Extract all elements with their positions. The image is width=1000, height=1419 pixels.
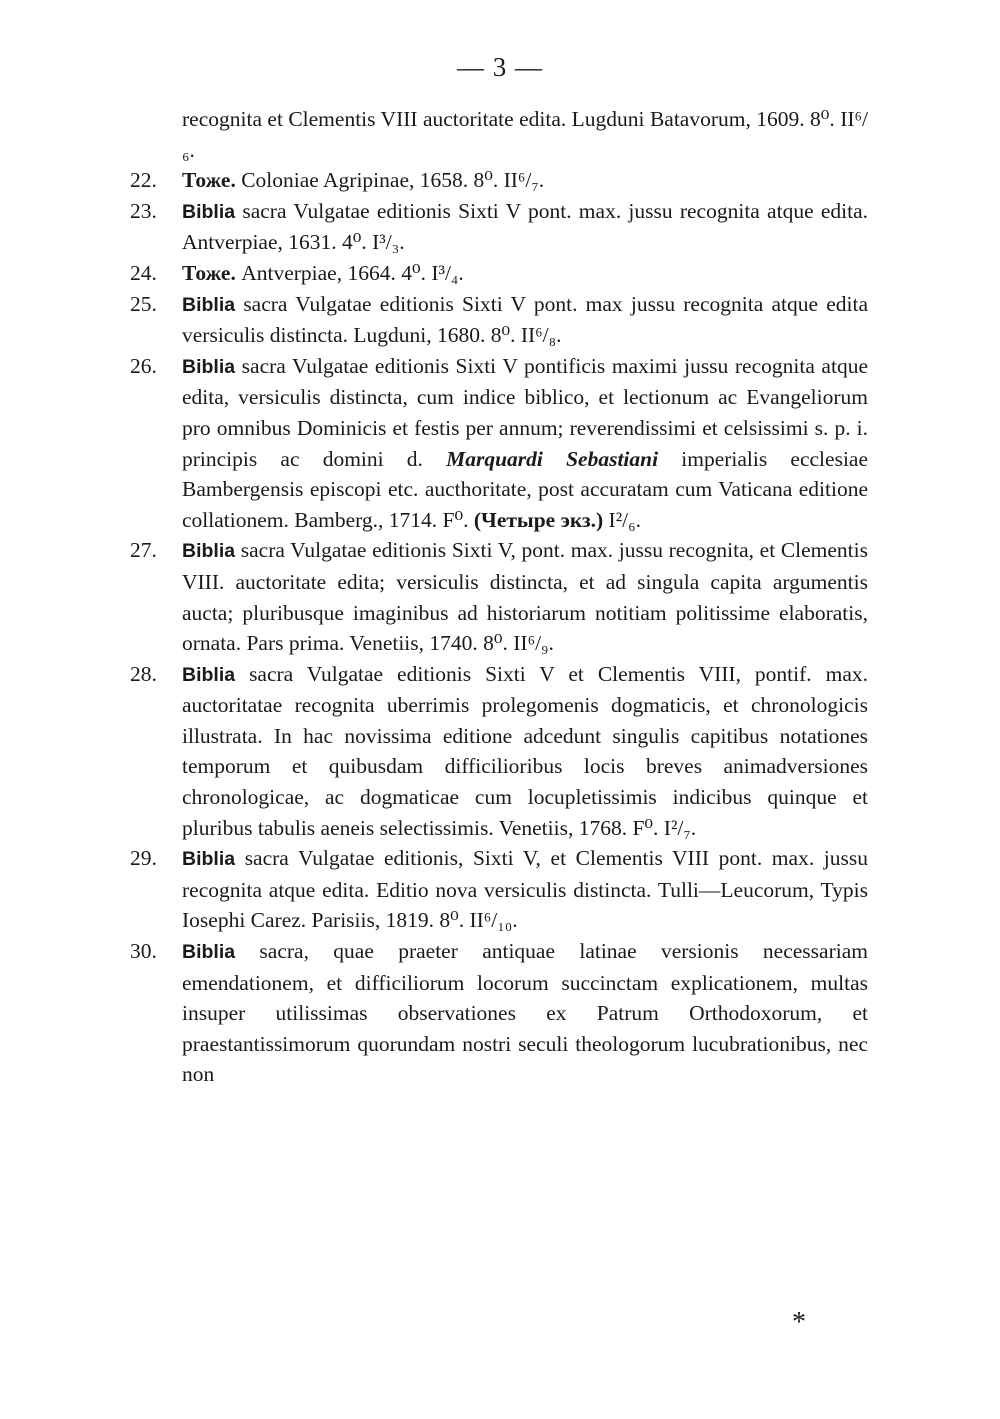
entry-text: Antverpiae, 1664. 4⁰. I³/₄.	[241, 260, 464, 285]
entry-26	[130, 351, 868, 536]
entry-30	[130, 936, 868, 1090]
entry-text: sacra Vulgatae editionis, Sixti V, et Clementis VIII pont. max. jussu recognita atque edita. Editio nova versiculis distincta. Tulli—Leucorum, Typis Iosephi Carez. Parisiis, 1819. 8⁰. II⁶/₁₀.	[182, 846, 869, 933]
entry-keyword: Biblia	[182, 293, 236, 316]
entry-text: sacra, quae praeter antiquae latinae versionis necessariam emendationem, et difficiliorum locorum succinctam explicationem, multas insuper utilissimas observationes ex Patrum Orthodoxorum, et praestantissimorum quorundam nostri seculi theologorum lucubrationibus, nec non	[182, 939, 868, 1087]
entry-number: 24.	[130, 260, 157, 285]
signature-mark: *	[792, 1307, 806, 1338]
entry-23	[130, 196, 868, 258]
entry-keyword: Biblia	[182, 540, 236, 563]
entry-25	[130, 289, 868, 351]
entry-text: sacra Vulgatae editionis Sixti V pontificis maximi jussu recognita atque edita, versiculis distincta, cum indice biblico, et lectionum ac Evangeliorum pro omnibus Dominicis et festis per annum; reverendissimi et celsissimi s. p. i. principis ac domini d.	[182, 353, 868, 471]
catalog-body	[130, 104, 868, 1090]
entry-28	[130, 659, 868, 844]
entry-27	[130, 535, 868, 658]
entry-italic-name: Marquardi Sebastiani	[446, 446, 659, 471]
entry-keyword: Biblia	[182, 355, 236, 378]
entry-number: 30.	[130, 939, 157, 964]
entry-keyword: Тоже.	[182, 168, 236, 193]
entry-number: 25.	[130, 291, 157, 316]
entry-22	[130, 165, 868, 196]
entry-keyword: Biblia	[182, 848, 236, 871]
entry-text-continued: imperialis ecclesiae Bambergensis episcopi etc. aucthoritate, post accuratam cum Vaticana editione collationem. Bamberg., 1714. F⁰.	[182, 446, 868, 532]
entry-number: 27.	[130, 538, 157, 563]
entry-text: Coloniae Agripinae, 1658. 8⁰. II⁶/₇.	[241, 168, 545, 193]
page-number: — 3 —	[457, 52, 543, 82]
entry-number: 23.	[130, 198, 157, 223]
entry-number: 28.	[130, 661, 157, 686]
entry-keyword: Тоже.	[182, 260, 236, 285]
entry-keyword: Biblia	[182, 941, 236, 964]
entry-text: sacra Vulgatae editionis Sixti V pont. max jussu recognita atque edita versiculis distincta. Lugduni, 1680. 8⁰. II⁶/₈.	[182, 291, 869, 348]
entry-number: 26.	[130, 353, 157, 378]
entry-number: 29.	[130, 846, 157, 871]
entry-keyword: Biblia	[182, 200, 236, 223]
entry-text: sacra Vulgatae editionis Sixti V et Clementis VIII, pontif. max. auctoritatae recognita uberrimis prolegomenis dogmaticis, et chronologicis illustrata. In hac novissima editione adcedunt singulis capitibus notationes temporum et quibusdam difficilioribus locis breves animadversiones chronologicae, ac dogmaticae cum locupletissimis indicibus quinque et pluribus tabulis aeneis selectissimis. Venetiis, 1768. F⁰. I²/₇.	[182, 661, 869, 840]
entry-text: sacra Vulgatae editionis Sixti V, pont. max. jussu recognita, et Clementis VIII. auctoritate edita; versiculis distincta, et ad singula capita argumentis aucta; pluribusque imaginibus ad historiarum notitiam politissime elaboratis, ornata. Pars prima. Venetiis, 1740. 8⁰. II⁶/₉.	[182, 538, 868, 656]
entry-note: (Четыре экз.)	[473, 507, 604, 532]
continuation-text: recognita et Clementis VIII auctoritate edita. Lugduni Batavorum, 1609. 8⁰. II⁶/₆.	[182, 107, 868, 162]
entry-24	[130, 258, 868, 289]
entry-text-end: I²/₆.	[608, 507, 641, 532]
entry-number: 22.	[130, 168, 157, 193]
entry-text: sacra Vulgatae editionis Sixti V pont. max. jussu recognita atque edita. Antverpiae, 1631. 4⁰. I³/₃.	[182, 198, 869, 255]
entry-29	[130, 843, 868, 936]
entry-keyword: Biblia	[182, 663, 236, 686]
